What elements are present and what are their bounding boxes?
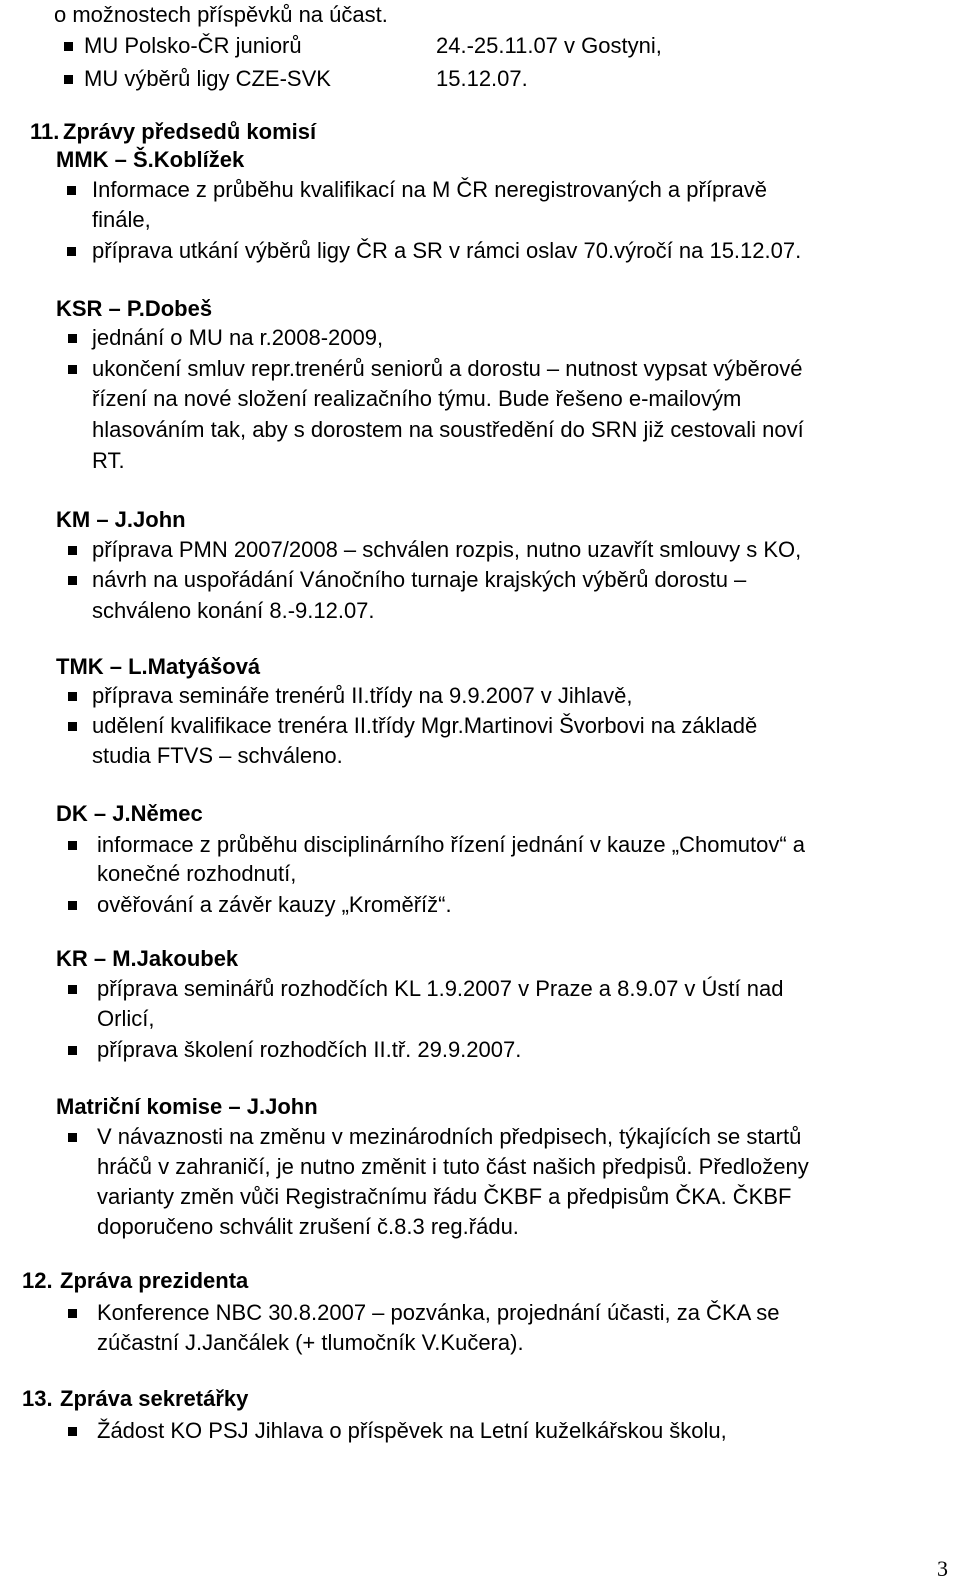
text-line: jednání o MU na r.2008-2009, — [92, 325, 384, 350]
section-number: 12. — [22, 1268, 53, 1293]
text-line: ukončení smluv repr.trenérů seniorů a dorostu – nutnost vypsat výběrové — [92, 356, 803, 381]
text-line: 24.-25.11.07 v Gostyni, — [436, 33, 662, 58]
section-title: Zpráva sekretářky — [60, 1386, 249, 1411]
text-line: o možnostech příspěvků na účast. — [54, 2, 388, 27]
committee-heading: KM – J.John — [56, 507, 186, 532]
text-line: příprava semináře trenérů II.třídy na 9.9.2007 v Jihlavě, — [92, 683, 633, 708]
section-number: 11. — [30, 119, 60, 144]
section-title: Zpráva prezidenta — [60, 1268, 249, 1293]
bullet-square-icon — [68, 985, 77, 994]
text-line: 15.12.07. — [436, 66, 528, 91]
text-line: návrh na uspořádání Vánočního turnaje krajských výběrů dorostu – — [92, 567, 747, 592]
bullet-square-icon — [68, 576, 77, 585]
bullet-square-icon — [68, 546, 77, 555]
text-line: hráčů v zahraničí, je nutno změnit i tuto část našich předpisů. Předloženy — [97, 1154, 809, 1179]
section-number: 13. — [22, 1386, 53, 1411]
bullet-square-icon — [68, 901, 77, 910]
text-line: Informace z průběhu kvalifikací na M ČR neregistrovaných a přípravě — [92, 177, 767, 202]
text-line: konečné rozhodnutí, — [97, 861, 297, 886]
committee-heading: MMK – Š.Koblížek — [56, 147, 245, 172]
bullet-square-icon — [68, 1133, 77, 1142]
committee-heading: DK – J.Němec — [56, 801, 203, 826]
text-line: řízení na nové složení realizačního týmu. Bude řešeno e-mailovým — [92, 386, 742, 411]
text-line: MU výběrů ligy CZE-SVK — [84, 66, 331, 91]
text-line: MU Polsko-ČR juniorů — [84, 33, 302, 58]
committee-heading: KSR – P.Dobeš — [56, 296, 213, 321]
text-line: příprava školení rozhodčích II.tř. 29.9.2007. — [97, 1037, 522, 1062]
committee-heading: TMK – L.Matyášová — [56, 654, 261, 679]
bullet-square-icon — [67, 186, 76, 195]
text-line: příprava PMN 2007/2008 – schválen rozpis, nutno uzavřít smlouvy s KO, — [92, 537, 802, 562]
text-line: informace z průběhu disciplinárního řízení jednání v kauze „Chomutov“ a — [97, 832, 806, 857]
bullet-square-icon — [68, 1427, 77, 1436]
bullet-square-icon — [68, 692, 77, 701]
bullet-square-icon — [64, 42, 73, 51]
bullet-square-icon — [68, 365, 77, 374]
text-line: udělení kvalifikace trenéra II.třídy Mgr.Martinovi Švorbovi na základě — [92, 713, 758, 738]
section-title: Zprávy předsedů komisí — [63, 119, 317, 144]
committee-heading: Matriční komise – J.John — [56, 1094, 318, 1119]
text-line: ověřování a závěr kauzy „Kroměříž“. — [97, 892, 452, 917]
bullet-square-icon — [64, 75, 73, 84]
text-line: schváleno konání 8.-9.12.07. — [92, 598, 375, 623]
bullet-square-icon — [68, 1046, 77, 1055]
text-line: Žádost KO PSJ Jihlava o příspěvek na Letní kuželkářskou školu, — [97, 1418, 727, 1443]
bullet-square-icon — [68, 1309, 77, 1318]
text-line: hlasováním tak, aby s dorostem na soustředění do SRN již cestovali noví — [92, 417, 804, 442]
text-line: zúčastní J.Jančálek (+ tlumočník V.Kučera). — [97, 1330, 524, 1355]
text-line: doporučeno schválit zrušení č.8.3 reg.řádu. — [97, 1214, 519, 1239]
text-line: Orlicí, — [97, 1006, 155, 1031]
bullet-square-icon — [68, 334, 77, 343]
text-line: příprava utkání výběrů ligy ČR a SR v rámci oslav 70.výročí na 15.12.07. — [92, 238, 802, 263]
text-line: příprava seminářů rozhodčích KL 1.9.2007 v Praze a 8.9.07 v Ústí nad — [97, 976, 784, 1001]
text-line: V návaznosti na změnu v mezinárodních předpisech, týkajících se startů — [97, 1124, 802, 1149]
page-number: 3 — [937, 1556, 948, 1581]
text-line: varianty změn vůči Registračnímu řádu ČKBF a předpisům ČKA. ČKBF — [97, 1184, 792, 1209]
bullet-square-icon — [67, 247, 76, 256]
bullet-square-icon — [68, 722, 77, 731]
text-line: Konference NBC 30.8.2007 – pozvánka, projednání účasti, za ČKA se — [97, 1300, 780, 1325]
text-line: finále, — [92, 207, 151, 232]
text-line: RT. — [92, 448, 125, 473]
text-line: studia FTVS – schváleno. — [92, 743, 343, 768]
bullet-square-icon — [68, 841, 77, 850]
committee-heading: KR – M.Jakoubek — [56, 946, 239, 971]
